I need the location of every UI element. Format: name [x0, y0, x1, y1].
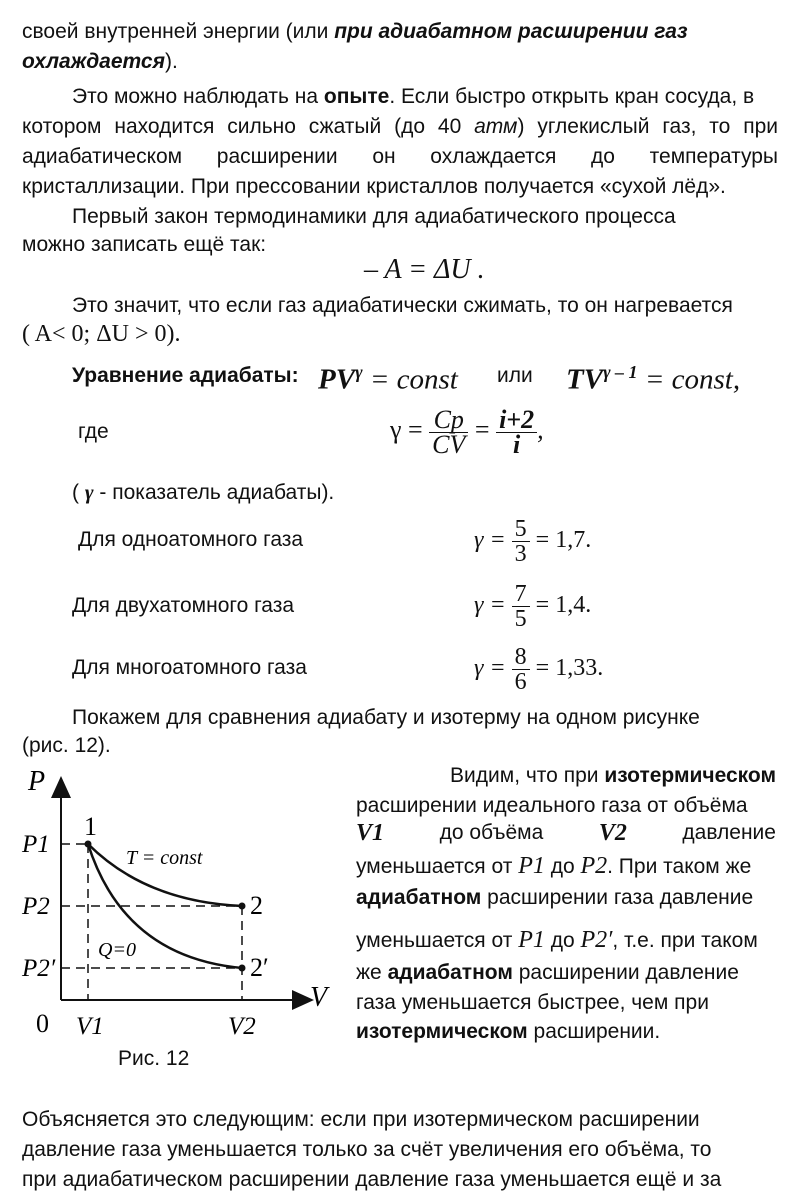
text-line: кристаллизации. При прессовании кристаллов получается «сухой лёд».	[22, 175, 726, 198]
text-fragment: , т.е. при таком	[612, 929, 758, 952]
fraction-numerator: Cp	[429, 408, 468, 433]
text-line	[72, 83, 754, 111]
text-line	[402, 762, 776, 790]
p2-symbol: P2	[580, 853, 608, 879]
eq-text: γ =	[474, 527, 506, 553]
text-fragment: - показатель адиабаты).	[93, 481, 335, 504]
text-fragment: своей внутренней энергии (или	[22, 20, 335, 43]
text-line: расширении идеального газа от объёма	[356, 794, 748, 817]
text-line: можно записать ещё так:	[22, 233, 267, 256]
fraction-denominator: CV	[432, 429, 466, 459]
gas-name: Для многоатомного газа	[72, 656, 307, 679]
eq-text: ,	[732, 363, 741, 396]
text-fragment: (	[72, 481, 85, 504]
bold-text: адиабатном	[356, 886, 482, 909]
inequality-line: ( A< 0; ΔU > 0).	[22, 321, 181, 347]
text-fragment: . Если быстро открыть кран сосуда, в	[389, 85, 755, 108]
text-line	[356, 884, 753, 912]
adiabat-eq-tv	[566, 352, 740, 400]
text-fragment: до	[544, 929, 581, 952]
gas-gamma	[474, 577, 591, 633]
point-2prime-label: 2′	[250, 953, 269, 982]
point-1	[85, 841, 92, 848]
text-fragment: ) углекислый газ, то при	[517, 115, 778, 138]
text-line	[22, 18, 688, 46]
origin-label: 0	[36, 1009, 49, 1038]
emphasis-text: охлаждается	[22, 50, 165, 73]
text-fragment: уменьшается от	[356, 855, 519, 878]
text-line: Это значит, что если газ адиабатически сжимать, то он нагревается	[72, 294, 733, 317]
text-fragment: расширении газа давление	[481, 886, 754, 909]
v1-label: V1	[76, 1013, 104, 1040]
emphasis-text: при адиабатном расширении газ	[334, 20, 688, 43]
eq-text: =	[474, 415, 490, 444]
p1-symbol: P1	[518, 927, 545, 953]
text-line: при адиабатическом расширении давление газа уменьшается ещё и за	[22, 1168, 722, 1191]
text-fragment: расширении давление	[512, 961, 739, 984]
eq-exponent: γ	[355, 362, 363, 382]
text-line	[22, 113, 778, 141]
fraction-denominator: 3	[514, 540, 527, 567]
text-fragment: ).	[164, 50, 178, 73]
eq-text: ,	[537, 415, 544, 444]
point-2	[239, 903, 246, 910]
text-fragment: давление	[682, 821, 776, 844]
gas-gamma-value: = 1,33.	[535, 655, 604, 681]
emphasis-text: атм	[474, 115, 518, 138]
gamma-formula	[390, 402, 544, 458]
gas-fraction	[512, 582, 530, 631]
gas-name: Для одноатомного газа	[78, 528, 304, 551]
fraction-numerator: i+2	[496, 408, 537, 433]
point-1-label: 1	[84, 812, 97, 841]
gas-gamma-value: = 1,7.	[535, 527, 592, 553]
gas-fraction	[512, 517, 530, 566]
text-line	[356, 819, 776, 847]
isotherm-label: T = const	[126, 847, 203, 869]
v1-symbol: V1	[356, 820, 385, 846]
v2-label: V2	[228, 1013, 256, 1040]
adiabat-eq-pv	[318, 352, 458, 400]
bold-text: изотермическом	[604, 764, 776, 787]
eq-text: γ =	[474, 655, 506, 681]
text-line: адиабатическом расширении он охлаждается до температуры	[22, 145, 778, 168]
gas-gamma-value: = 1,4.	[535, 592, 592, 618]
eq-text: = const	[637, 363, 733, 396]
gas-name: Для двухатомного газа	[72, 594, 295, 617]
bold-text: опыте	[323, 85, 390, 108]
text-line	[356, 959, 739, 987]
fraction-denominator: 6	[514, 668, 527, 695]
bold-text: адиабатном	[387, 961, 513, 984]
adiabat-label: Уравнение адиабаты:	[72, 364, 299, 387]
gamma-note	[72, 478, 334, 507]
text-fragment: же	[356, 961, 388, 984]
text-line	[356, 1018, 660, 1046]
eq-text: PV	[318, 363, 356, 396]
eq-text: γ =	[474, 592, 506, 618]
eq-text: = const	[362, 363, 458, 396]
eq-text: TV	[566, 363, 604, 396]
fraction-numerator: 7	[512, 582, 530, 607]
text-line: газа уменьшается быстрее, чем при	[356, 991, 709, 1014]
text-line	[22, 48, 178, 76]
text-line	[356, 926, 758, 955]
point-2prime	[239, 965, 246, 972]
where-text: где	[78, 420, 109, 443]
bold-text: изотермическом	[356, 1020, 528, 1043]
fraction-denominator: 5	[514, 605, 527, 632]
point-2-label: 2	[250, 891, 263, 920]
p-axis-label: P	[28, 766, 46, 797]
text-line	[356, 852, 751, 881]
gas-gamma	[474, 640, 603, 696]
text-fragment: до объёма	[439, 821, 544, 844]
v-axis-label: V	[310, 982, 328, 1013]
p1-label: P1	[22, 831, 50, 858]
text-line: Объясняется это следующим: если при изотермическом расширении	[22, 1108, 700, 1131]
text-fragment: Видим, что при	[450, 764, 605, 787]
eq-exponent: γ – 1	[603, 362, 638, 382]
fraction-numerator: 5	[512, 517, 530, 542]
text-fragment: до	[544, 855, 581, 878]
pv-diagram	[14, 760, 344, 1060]
v2-symbol: V2	[598, 820, 627, 846]
text-line: (рис. 12).	[22, 734, 111, 757]
text-fragment: Это можно наблюдать на	[72, 85, 324, 108]
first-law-formula: – A = ΔU .	[364, 254, 485, 285]
gamma-symbol: γ	[84, 480, 94, 504]
or-text: или	[497, 364, 533, 387]
p2prime-symbol: P2′	[580, 927, 613, 953]
text-fragment: расширении.	[527, 1020, 661, 1043]
gas-gamma	[474, 512, 591, 568]
text-line: Первый закон термодинамики для адиабатического процесса	[72, 205, 676, 228]
p1-symbol: P1	[518, 853, 545, 879]
i-fraction	[496, 404, 537, 459]
gas-fraction	[512, 645, 530, 694]
fraction-denominator: i	[512, 429, 521, 459]
text-fragment: уменьшается от	[356, 929, 519, 952]
cp-cv-fraction	[429, 404, 468, 459]
figure-caption: Рис. 12	[118, 1047, 190, 1070]
eq-text: γ =	[390, 415, 423, 444]
text-fragment: . При таком же	[607, 855, 752, 878]
p2-label: P2	[22, 893, 50, 920]
p2prime-label: P2′	[22, 955, 56, 982]
adiabat-label: Q=0	[98, 939, 136, 961]
text-line: давление газа уменьшается только за счёт увеличения его объёма, то	[22, 1138, 712, 1161]
fraction-numerator: 8	[512, 645, 530, 670]
text-fragment: котором находится сильно сжатый (до 40	[22, 115, 475, 138]
text-line: Покажем для сравнения адиабату и изотерму на одном рисунке	[72, 706, 700, 729]
